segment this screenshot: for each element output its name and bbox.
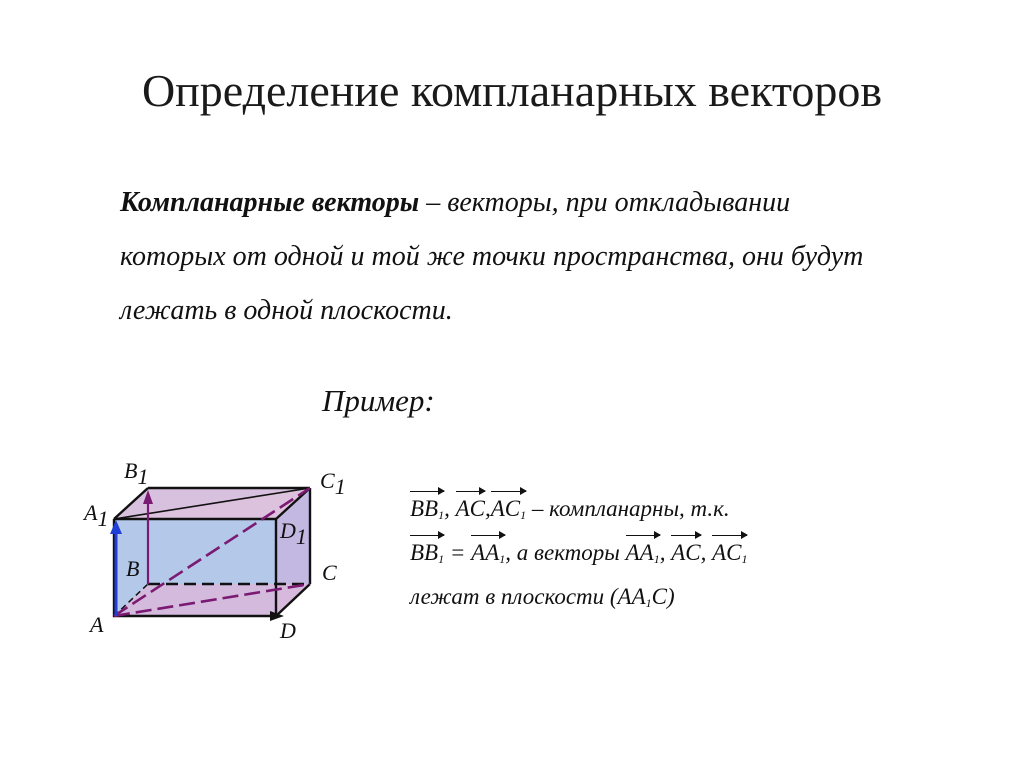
vector-bb1-notation: $BB_1$ bbox=[410, 534, 444, 578]
label-b: B bbox=[126, 556, 140, 581]
label-d1: D1 bbox=[280, 518, 307, 549]
vector-ac-notation: AC bbox=[456, 490, 485, 528]
formula-line-3: лежат в плоскости $(AA_1C)$ bbox=[410, 584, 675, 610]
formula-line-1: $BB_1$, AC, $AC_1$ – компланарны, т.к. bbox=[410, 490, 747, 534]
label-b1: B1 bbox=[124, 458, 149, 489]
formula-line-2: $BB_1$ = $AA_1$, а векторы $AA_1$, AC, $AC_1$ bbox=[410, 534, 747, 578]
definition-paragraph bbox=[120, 176, 900, 338]
formula-block bbox=[410, 490, 747, 622]
label-a1: A1 bbox=[84, 500, 109, 531]
label-c: C bbox=[322, 560, 337, 585]
vector-ac-notation: AC bbox=[671, 534, 700, 572]
vector-bb1-notation: $BB_1$ bbox=[410, 490, 444, 534]
definition-term: Компланарные векторы bbox=[120, 187, 420, 218]
example-label: Пример: bbox=[322, 383, 435, 418]
vector-aa1-notation: $AA_1$ bbox=[471, 534, 505, 578]
label-a: A bbox=[90, 612, 104, 637]
vector-aa1-notation: $AA_1$ bbox=[626, 534, 660, 578]
label-d: D bbox=[280, 618, 296, 643]
label-c1: C1 bbox=[320, 468, 346, 499]
parallelepiped-figure bbox=[70, 452, 370, 662]
vector-ac1-notation: $AC_1$ bbox=[491, 490, 526, 534]
vector-ac1-notation: $AC_1$ bbox=[712, 534, 747, 578]
slide-title: Определение компланарных векторов bbox=[141, 65, 883, 116]
definition-text: – векторы, при откладывании которых от одной и той же точки пространства, они будут лежать в одной плоскости. bbox=[120, 187, 864, 326]
